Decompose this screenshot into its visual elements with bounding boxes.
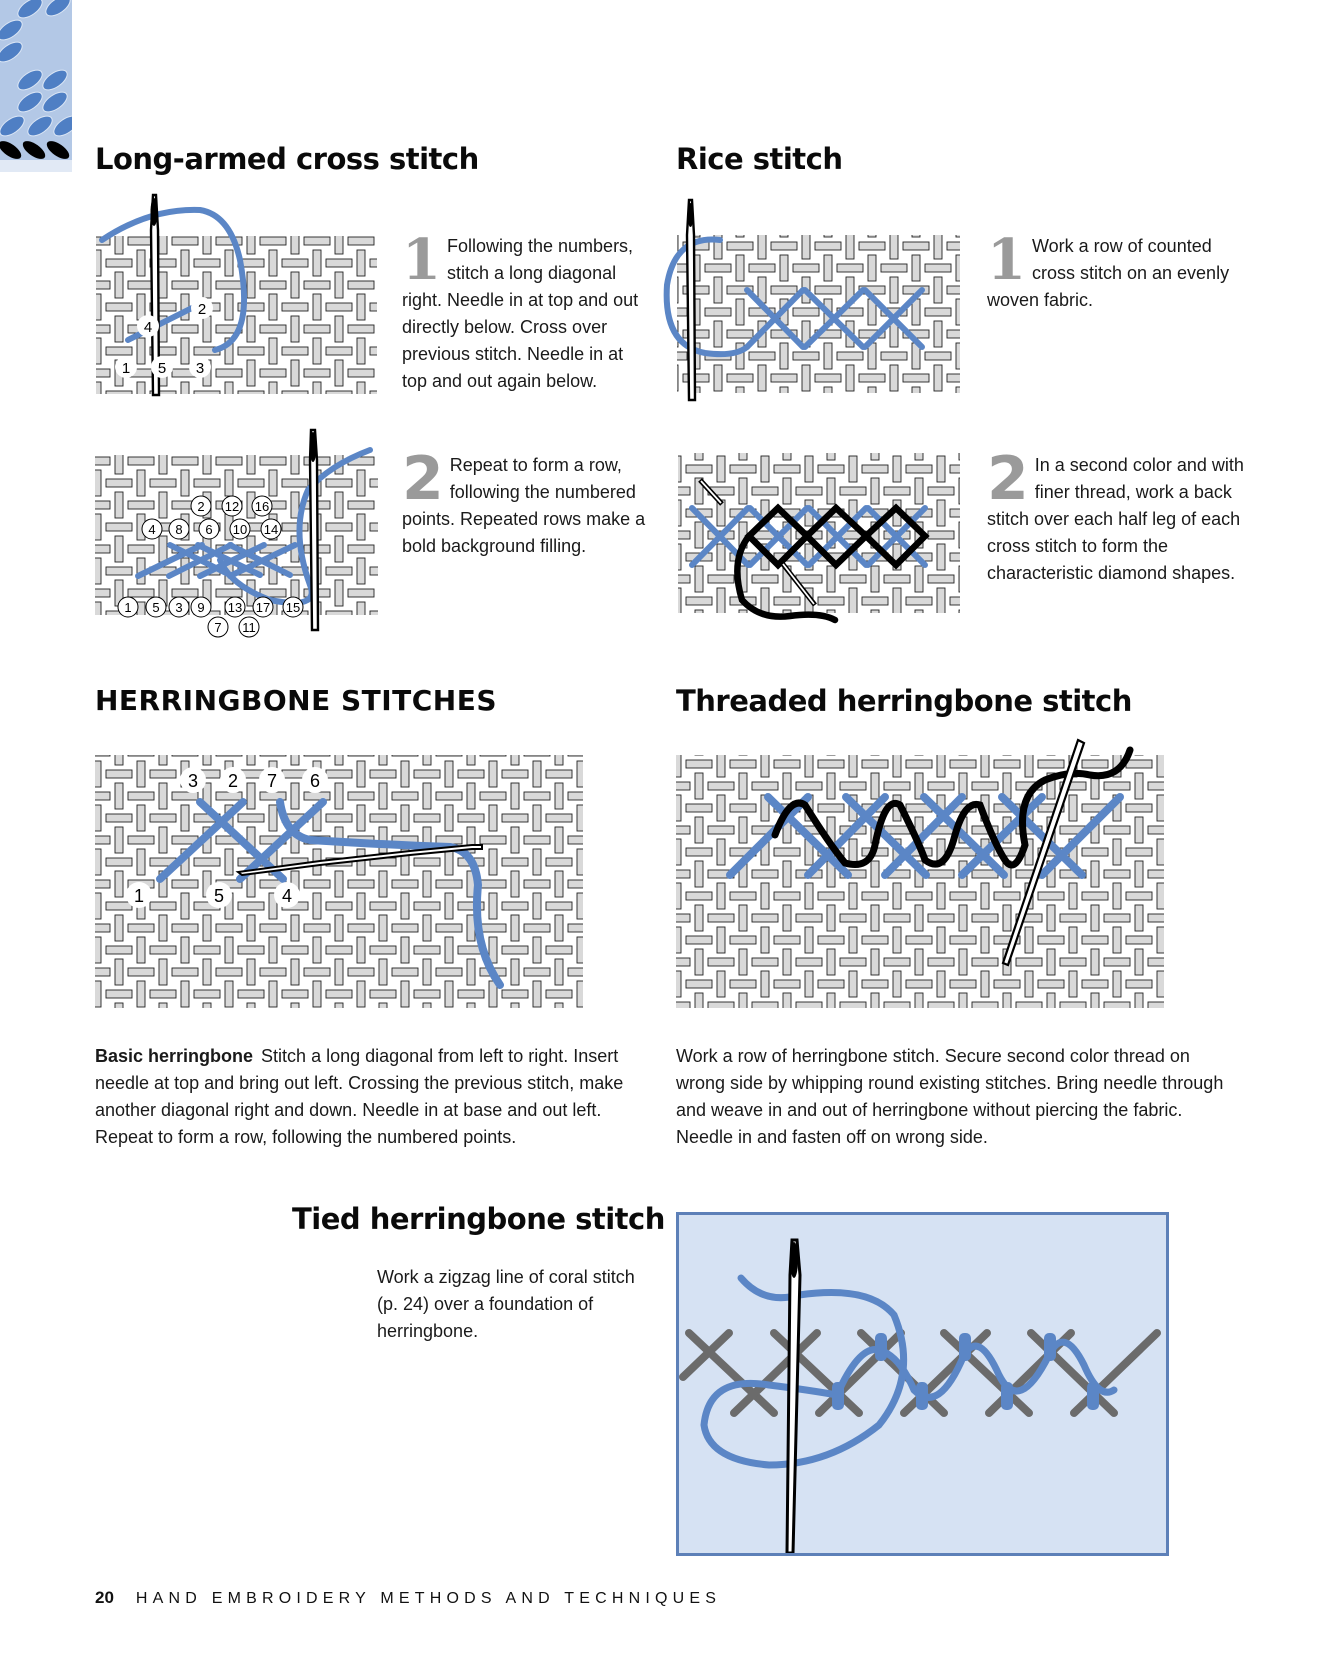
svg-text:12: 12 xyxy=(224,499,240,514)
svg-text:3: 3 xyxy=(175,600,183,615)
long-armed-step-2 xyxy=(402,444,652,560)
rice-stitch-title: Rice stitch xyxy=(676,142,843,176)
svg-text:4: 4 xyxy=(148,522,156,537)
page-footer xyxy=(95,1588,721,1608)
herringbone-caption xyxy=(95,1043,655,1151)
step-text: In a second color and with finer thread, work a back stitch over each half leg of each cross stitch to form the characteristic diamond shapes. xyxy=(987,455,1244,583)
svg-text:2: 2 xyxy=(197,301,207,318)
herringbone-title: HERRINGBONE STITCHES xyxy=(95,684,498,717)
tied-herringbone-title: Tied herringbone stitch xyxy=(292,1202,665,1236)
svg-text:17: 17 xyxy=(255,600,271,615)
svg-text:5: 5 xyxy=(152,600,160,615)
svg-text:15: 15 xyxy=(285,600,301,615)
step-number: 2 xyxy=(987,444,1029,514)
rice-stitch-figure-2 xyxy=(670,440,980,630)
threaded-herringbone-caption: Work a row of herringbone stitch. Secure second color thread on wrong side by whipping round existing stitches. Bring needle through and weave in and out of herringbone without piercing the fabric. Needle in and fasten off on wrong side. xyxy=(676,1046,1224,1147)
long-armed-title: Long-armed cross stitch xyxy=(95,142,479,176)
step-text: Repeat to form a row, following the numbered points. Repeated rows make a bold background filling. xyxy=(402,455,646,556)
page-number: 20 xyxy=(95,1588,114,1607)
step-number: 1 xyxy=(402,227,441,293)
svg-text:7: 7 xyxy=(214,620,222,635)
svg-text:1: 1 xyxy=(124,600,132,615)
svg-text:2: 2 xyxy=(197,499,205,514)
svg-text:1: 1 xyxy=(133,886,145,906)
long-armed-figure-1 xyxy=(90,190,390,400)
long-armed-step-1 xyxy=(402,227,652,395)
caption-text: Stitch a long diagonal from left to right. Insert needle at top and bring out left. Crossing the previous stitch, make another diagonal right and down. Needle in at base and out left. Repeat to form a row, following the numbered points. xyxy=(95,1046,624,1147)
threaded-herringbone-title: Threaded herringbone stitch xyxy=(676,684,1132,718)
long-armed-figure-2 xyxy=(90,410,390,635)
svg-text:11: 11 xyxy=(242,620,256,635)
herringbone-figure xyxy=(90,745,590,1015)
svg-text:10: 10 xyxy=(232,522,248,537)
step-number: 2 xyxy=(402,444,444,514)
svg-text:5: 5 xyxy=(213,886,225,906)
svg-text:9: 9 xyxy=(197,600,205,615)
svg-text:1: 1 xyxy=(121,360,131,377)
svg-text:3: 3 xyxy=(187,771,199,791)
step-text: Work a row of counted cross stitch on an evenly woven fabric. xyxy=(987,236,1230,310)
svg-text:16: 16 xyxy=(254,499,270,514)
step-text: Following the numbers, stitch a long diagonal right. Needle in at top and out directly below. Cross over previous stitch. Needle in at top and out again below. xyxy=(402,236,639,391)
rice-stitch-figure-1 xyxy=(645,195,975,405)
tied-herringbone-figure xyxy=(679,1215,1166,1553)
svg-text:5: 5 xyxy=(157,360,167,377)
svg-text:4: 4 xyxy=(143,319,153,336)
svg-text:14: 14 xyxy=(263,522,279,537)
svg-text:7: 7 xyxy=(266,771,278,791)
svg-text:6: 6 xyxy=(309,771,321,791)
rice-stitch-step-2 xyxy=(987,444,1247,587)
svg-text:3: 3 xyxy=(195,360,205,377)
tied-herringbone-caption: Work a zigzag line of coral stitch (p. 24) over a foundation of herringbone. xyxy=(377,1267,635,1341)
svg-text:6: 6 xyxy=(205,522,213,537)
corner-decoration xyxy=(0,0,72,172)
caption-lead: Basic herringbone xyxy=(95,1046,254,1066)
threaded-herringbone-figure xyxy=(670,735,1180,1015)
svg-text:2: 2 xyxy=(227,771,239,791)
step-number: 1 xyxy=(987,227,1026,293)
svg-text:8: 8 xyxy=(175,522,183,537)
svg-text:4: 4 xyxy=(281,886,293,906)
running-head: HAND EMBROIDERY METHODS AND TECHNIQUES xyxy=(135,1590,722,1607)
tied-herringbone-panel xyxy=(676,1212,1169,1556)
svg-text:13: 13 xyxy=(227,600,243,615)
rice-stitch-step-1 xyxy=(987,227,1247,314)
